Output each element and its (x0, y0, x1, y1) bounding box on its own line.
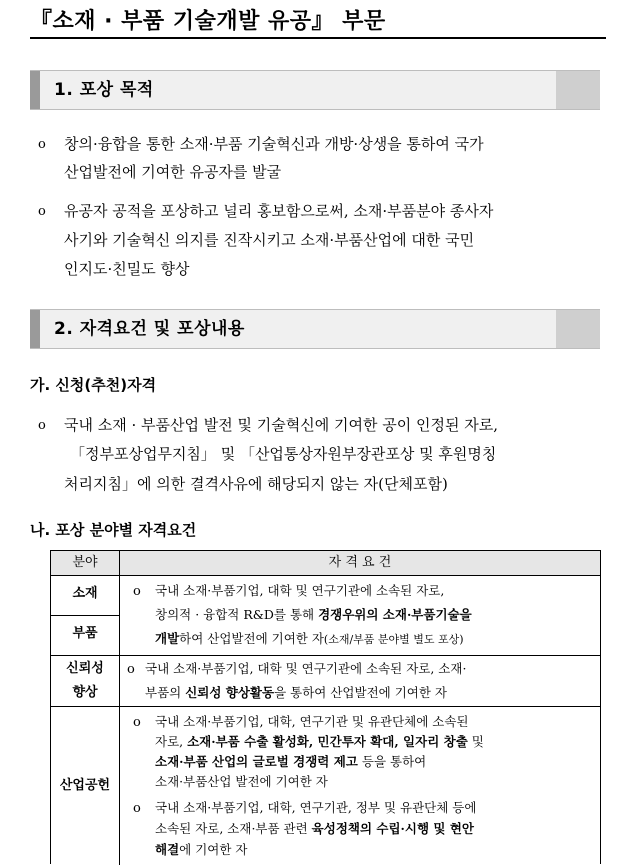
bullet-icon: o (133, 715, 141, 730)
document-title: 『소재 · 부품 기술개발 유공』 부문 (30, 6, 606, 39)
eligibility-line-3: 처리지침」에 의한 결격사유에 해당되지 않는 자(단체포함) (64, 475, 448, 493)
purpose-bullet-2-line-2: 사기와 기술혁신 의지를 진작시키고 소재·부품산업에 대한 국민 (64, 231, 475, 249)
purpose-bullet-2-line-3: 인지도·친밀도 향상 (64, 260, 190, 278)
ind1-line-1: 국내 소재·부품기업, 대학, 연구기관 및 유관단체에 소속된 (155, 714, 469, 729)
bullet-icon: o (133, 801, 141, 816)
bullet-icon: o (38, 418, 46, 433)
ind1-line-3-text: 등을 통하여 (357, 754, 427, 769)
field-reliability-1: 신뢰성 (66, 661, 104, 676)
mp-line-3-text: 하여 산업발전에 기여한 자 (179, 631, 324, 646)
purpose-bullet-1-line-2: 산업발전에 기여한 유공자를 발굴 (64, 163, 282, 181)
table-row-material-parts (50, 575, 601, 656)
section-bar-left-block (30, 71, 40, 109)
bullet-icon: o (38, 204, 46, 219)
ind2-line-3-text: 에 기여한 자 (179, 842, 248, 857)
mp-line-1: 국내 소재·부품기업, 대학 및 연구기관에 소속된 자로, (155, 583, 445, 598)
table-row-reliability (50, 655, 601, 707)
mp-line-2-bold: 경쟁우위의 소재·부품기술을 (318, 607, 472, 622)
section-bar-left-block (30, 310, 40, 348)
ind1-line-2-text-end: 및 (467, 734, 484, 749)
ind1-line-2-text: 자로, (155, 734, 188, 749)
section-bar-right-block (556, 310, 600, 348)
section-2-header (30, 309, 600, 349)
qualification-table (50, 550, 601, 862)
rel-line-2-text: 부품의 (145, 685, 186, 700)
ind2-line-1: 국내 소재·부품기업, 대학, 연구기관, 정부 및 유관단체 등에 (155, 800, 477, 815)
rel-line-2-text-end: 을 통하여 산업발전에 기여한 자 (274, 685, 447, 700)
ind2-line-3-bold: 해결 (155, 842, 180, 857)
table-header-row (50, 550, 601, 576)
eligibility-line-1: 국내 소재 · 부품산업 발전 및 기술혁신에 기여한 공이 인정된 자로, (64, 416, 498, 434)
ind1-line-3-bold: 소재·부품 산업의 글로벌 경쟁력 제고 (155, 754, 358, 769)
bullet-icon: o (127, 662, 135, 677)
mp-line-3-bold: 개발 (155, 631, 180, 646)
section-1-title: 1. 포상 목적 (54, 80, 154, 100)
section-1-header (30, 70, 600, 110)
bullet-icon: o (133, 584, 141, 599)
ind2-line-2-text: 소속된 자로, 소재·부품 관련 (155, 821, 312, 836)
field-industry-contribution: 산업공헌 (59, 778, 111, 793)
bullet-icon: o (38, 137, 46, 152)
subsection-b-title: 나. 포상 분야별 자격요건 (30, 521, 197, 539)
mp-line-2-text: 창의적 · 융합적 R&D를 통해 (155, 607, 319, 622)
ind1-line-4: 소재·부품산업 발전에 기여한 자 (155, 774, 328, 789)
field-material: 소재 (72, 586, 98, 601)
header-qualification: 자 격 요 건 (328, 555, 392, 570)
purpose-bullet-1-line-1: 창의·융합을 통한 소재·부품 기술혁신과 개방·상생을 통하여 국가 (64, 135, 484, 153)
field-reliability-2: 향상 (72, 685, 98, 700)
section-bar-right-block (556, 71, 600, 109)
ind1-line-2-bold: 소재·부품 수출 활성화, 민간투자 확대, 일자리 창출 (187, 734, 468, 749)
mp-line-3-note: (소재/부품 분야별 별도 포상) (323, 633, 464, 646)
subsection-a-title: 가. 신청(추천)자격 (30, 376, 157, 394)
field-parts: 부품 (72, 626, 98, 641)
header-field: 분야 (72, 555, 98, 570)
eligibility-line-2: 「정부포상업무지침」 및 「산업통상자원부장관포상 및 후원명칭 (70, 445, 497, 463)
rel-line-1: 국내 소재·부품기업, 대학 및 연구기관에 소속된 자로, 소재· (145, 661, 467, 676)
rel-line-2-bold: 신뢰성 향상활동 (185, 685, 275, 700)
ind2-line-2-bold: 육성정책의 수립·시행 및 현안 (311, 821, 474, 836)
section-2-title: 2. 자격요건 및 포상내용 (54, 319, 245, 339)
purpose-bullet-2-line-1: 유공자 공적을 포상하고 널리 홍보함으로써, 소재·부품분야 종사자 (64, 202, 494, 220)
table-row-industry-contribution (50, 706, 601, 864)
